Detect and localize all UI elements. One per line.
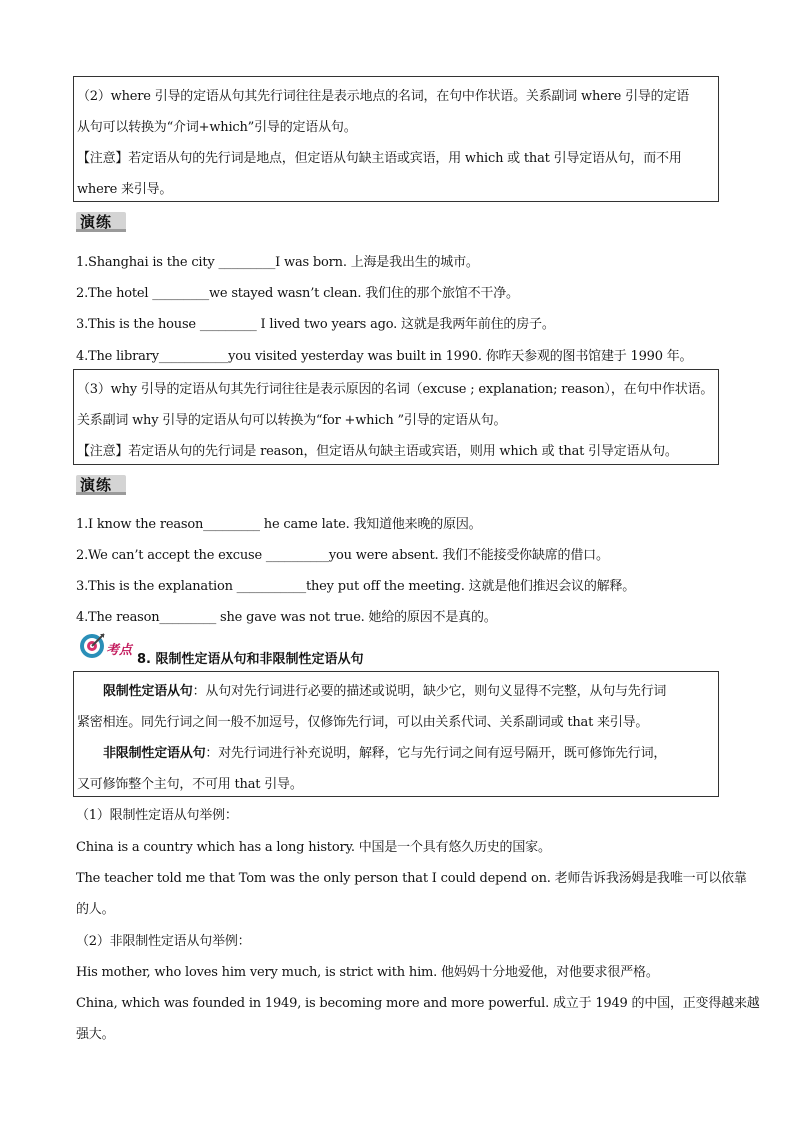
example-sentence: 强大。 xyxy=(76,1027,115,1042)
target-icon xyxy=(78,630,108,660)
note-box-why xyxy=(73,369,719,465)
box-line: 关系副词 why 引导的定语从句可以转换为“for +which ”引导的定语从句。 xyxy=(77,413,507,428)
practice-item: 1.Shanghai is the city _________I was born. 上海是我出生的城市。 xyxy=(76,255,479,270)
box-line: 【注意】若定语从句的先行词是 reason，但定语从句缺主语或宾语，则用 which 或 that 引导定语从句。 xyxy=(77,444,678,459)
note-box-where xyxy=(73,76,719,202)
example-heading: （1）限制性定语从句举例： xyxy=(76,808,238,823)
term-nonrestrictive: 非限制性定语从句 xyxy=(103,746,206,761)
practice-item: 3.This is the house _________ I lived two years ago. 这就是我两年前住的房子。 xyxy=(76,317,555,332)
practice-item: 2.We can’t accept the excuse __________you were absent. 我们不能接受你缺席的借口。 xyxy=(76,548,609,563)
definition-text: ：从句对先行词进行必要的描述或说明，缺少它，则句义显得不完整，从句与先行词 xyxy=(192,684,667,699)
box-line: （3）why 引导的定语从句其先行词往往是表示原因的名词（excuse ; explanation; reason），在句中作状语。 xyxy=(77,382,714,397)
section-title: 8. 限制性定语从句和非限制性定语从句 xyxy=(137,652,364,667)
example-sentence: China is a country which has a long history. 中国是一个具有悠久历史的国家。 xyxy=(76,840,551,855)
example-sentence: China, which was founded in 1949, is becoming more and more powerful. 成立于 1949 的中国，正变得越来越 xyxy=(76,996,760,1011)
example-sentence: The teacher told me that Tom was the only person that I could depend on. 老师告诉我汤姆是我唯一可以依靠 xyxy=(76,871,747,886)
practice-badge xyxy=(76,473,126,495)
box-line: 紧密相连。同先行词之间一般不加逗号，仅修饰先行词，可以由关系代词、关系副词或 that 来引导。 xyxy=(77,715,649,730)
example-heading: （2）非限制性定语从句举例： xyxy=(76,934,251,949)
definition-text: ：对先行词进行补充说明，解释，它与先行词之间有逗号隔开，既可修饰先行词， xyxy=(205,746,667,761)
kaodian-label: 考点 xyxy=(106,643,133,658)
practice-item: 4.The reason_________ she gave was not true. 她给的原因不是真的。 xyxy=(76,610,497,625)
box-line xyxy=(77,738,716,769)
definition-box xyxy=(73,671,719,797)
practice-item: 2.The hotel _________we stayed wasn’t clean. 我们住的那个旅馆不干净。 xyxy=(76,286,519,301)
practice-label: 演练 xyxy=(80,476,113,494)
term-restrictive: 限制性定语从句 xyxy=(103,684,193,699)
example-sentence: 的人。 xyxy=(76,902,115,917)
practice-badge xyxy=(76,210,126,232)
box-line: where 来引导。 xyxy=(77,182,173,197)
box-line: 又可修饰整个主句，不可用 that 引导。 xyxy=(77,777,303,792)
kaodian-badge xyxy=(78,630,142,660)
box-line: 【注意】若定语从句的先行词是地点，但定语从句缺主语或宾语，用 which 或 that 引导定语从句，而不用 xyxy=(77,151,682,166)
practice-item: 1.I know the reason_________ he came late. 我知道他来晚的原因。 xyxy=(76,517,482,532)
practice-item: 4.The library___________you visited yesterday was built in 1990. 你昨天参观的图书馆建于 1990 年。 xyxy=(76,349,693,364)
box-line: （2）where 引导的定语从句其先行词往往是表示地点的名词，在句中作状语。关系副词 where 引导的定语 xyxy=(77,89,690,104)
practice-label: 演练 xyxy=(80,213,113,231)
practice-item: 3.This is the explanation ___________they put off the meeting. 这就是他们推迟会议的解释。 xyxy=(76,579,636,594)
box-line xyxy=(77,676,716,707)
box-line: 从句可以转换为“介词+which”引导的定语从句。 xyxy=(77,120,357,135)
example-sentence: His mother, who loves him very much, is strict with him. 他妈妈十分地爱他，对他要求很严格。 xyxy=(76,965,659,980)
